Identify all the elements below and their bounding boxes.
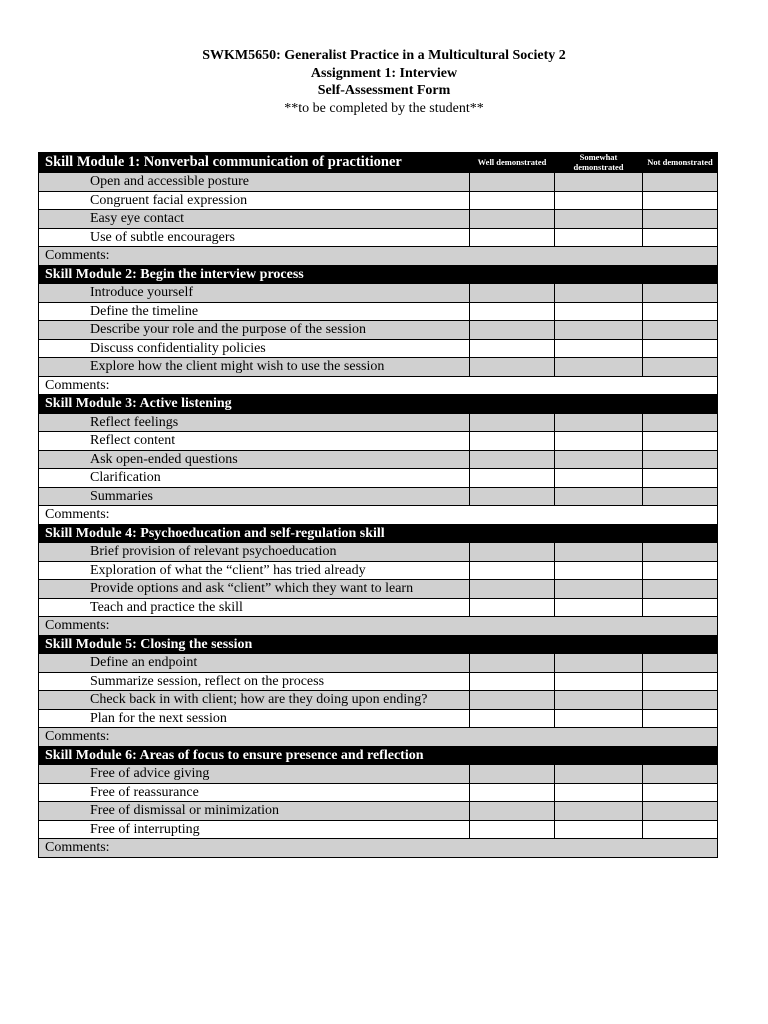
skill-item-row — [39, 321, 718, 340]
skill-item-row — [39, 487, 718, 506]
skill-item-row — [39, 339, 718, 358]
rating-cell-somewhat[interactable] — [555, 321, 643, 340]
skill-item-label: Define an endpoint — [39, 654, 470, 673]
rating-cell-well[interactable] — [470, 284, 555, 303]
skill-item-row — [39, 580, 718, 599]
skill-item-row — [39, 783, 718, 802]
skill-item-label: Clarification — [39, 469, 470, 488]
rating-cell-well[interactable] — [470, 691, 555, 710]
rating-cell-well[interactable] — [470, 654, 555, 673]
rating-cell-well[interactable] — [470, 783, 555, 802]
rating-cell-well[interactable] — [470, 598, 555, 617]
rating-cell-not[interactable] — [643, 543, 718, 562]
self-assessment-table — [38, 152, 718, 858]
rating-cell-not[interactable] — [643, 765, 718, 784]
skill-item-row — [39, 358, 718, 377]
rating-cell-not[interactable] — [643, 450, 718, 469]
skill-item-row — [39, 820, 718, 839]
rating-cell-not[interactable] — [643, 561, 718, 580]
skill-item-row — [39, 413, 718, 432]
rating-cell-not[interactable] — [643, 783, 718, 802]
module-header-blank-cell — [470, 524, 555, 543]
skill-item-label: Brief provision of relevant psychoeducation — [39, 543, 470, 562]
skill-item-row — [39, 432, 718, 451]
comments-field[interactable]: Comments: — [39, 839, 718, 858]
rating-cell-somewhat[interactable] — [555, 543, 643, 562]
module-header-row — [39, 265, 718, 284]
module-header-blank-cell — [555, 635, 643, 654]
module-header-blank-cell — [470, 395, 555, 414]
module-header-blank-cell — [643, 524, 718, 543]
rating-cell-somewhat[interactable] — [555, 339, 643, 358]
rating-cell-not[interactable] — [643, 487, 718, 506]
comments-field[interactable]: Comments: — [39, 728, 718, 747]
rating-cell-well[interactable] — [470, 358, 555, 377]
skill-item-label: Discuss confidentiality policies — [39, 339, 470, 358]
skill-item-label: Define the timeline — [39, 302, 470, 321]
skill-item-label: Congruent facial expression — [39, 191, 470, 210]
rating-cell-somewhat[interactable] — [555, 598, 643, 617]
module-header-blank-cell — [555, 746, 643, 765]
skill-item-row — [39, 672, 718, 691]
skill-item-label: Plan for the next session — [39, 709, 470, 728]
module-header-blank-cell — [643, 635, 718, 654]
rating-cell-not[interactable] — [643, 469, 718, 488]
rating-cell-somewhat[interactable] — [555, 672, 643, 691]
rating-cell-somewhat[interactable] — [555, 469, 643, 488]
skill-item-label: Reflect content — [39, 432, 470, 451]
skill-item-label: Check back in with client; how are they doing upon ending? — [39, 691, 470, 710]
rating-cell-well[interactable] — [470, 228, 555, 247]
rating-cell-somewhat[interactable] — [555, 709, 643, 728]
skill-item-row — [39, 543, 718, 562]
rating-cell-not[interactable] — [643, 672, 718, 691]
module-header-blank-cell — [470, 746, 555, 765]
skill-item-row — [39, 561, 718, 580]
rating-cell-well[interactable] — [470, 413, 555, 432]
rating-cell-somewhat[interactable] — [555, 820, 643, 839]
skill-item-label: Reflect feelings — [39, 413, 470, 432]
rating-cell-not[interactable] — [643, 432, 718, 451]
rating-cell-well[interactable] — [470, 321, 555, 340]
skill-item-label: Summaries — [39, 487, 470, 506]
rating-cell-somewhat[interactable] — [555, 654, 643, 673]
rating-cell-well[interactable] — [470, 580, 555, 599]
skill-item-row — [39, 709, 718, 728]
skill-item-label: Open and accessible posture — [39, 173, 470, 192]
skill-item-label: Teach and practice the skill — [39, 598, 470, 617]
module-header-blank-cell — [470, 635, 555, 654]
rating-cell-somewhat[interactable] — [555, 413, 643, 432]
form-header — [0, 47, 768, 117]
skill-item-row — [39, 802, 718, 821]
module-header-row — [39, 153, 718, 173]
rating-cell-somewhat[interactable] — [555, 783, 643, 802]
module-header-blank-cell — [555, 265, 643, 284]
skill-item-label: Ask open-ended questions — [39, 450, 470, 469]
rating-cell-well[interactable] — [470, 802, 555, 821]
module-header-blank-cell — [643, 265, 718, 284]
rating-cell-somewhat[interactable] — [555, 210, 643, 229]
module-header-row — [39, 635, 718, 654]
module-header-blank-cell — [643, 395, 718, 414]
rating-cell-well[interactable] — [470, 302, 555, 321]
rating-cell-not[interactable] — [643, 413, 718, 432]
rating-cell-well[interactable] — [470, 820, 555, 839]
rating-cell-not[interactable] — [643, 284, 718, 303]
module-title: Skill Module 6: Areas of focus to ensure presence and reflection — [39, 746, 470, 765]
skill-item-row — [39, 691, 718, 710]
skill-item-label: Free of dismissal or minimization — [39, 802, 470, 821]
skill-item-row — [39, 302, 718, 321]
skill-item-row — [39, 469, 718, 488]
module-header-blank-cell — [555, 395, 643, 414]
rating-header-somewhat: Somewhat demonstrated — [555, 153, 643, 173]
comments-field[interactable]: Comments: — [39, 376, 718, 395]
form-instruction: **to be completed by the student** — [284, 100, 484, 116]
rating-cell-well[interactable] — [470, 765, 555, 784]
rating-cell-not[interactable] — [643, 339, 718, 358]
rating-cell-well[interactable] — [470, 210, 555, 229]
module-title: Skill Module 1: Nonverbal communication of practitioner — [39, 153, 470, 173]
skill-item-row — [39, 654, 718, 673]
module-header-blank-cell — [555, 524, 643, 543]
rating-cell-somewhat[interactable] — [555, 691, 643, 710]
rating-cell-somewhat[interactable] — [555, 228, 643, 247]
rating-cell-not[interactable] — [643, 228, 718, 247]
rating-cell-not[interactable] — [643, 191, 718, 210]
rating-cell-somewhat[interactable] — [555, 487, 643, 506]
rating-cell-well[interactable] — [470, 339, 555, 358]
rating-header-well: Well demonstrated — [470, 153, 555, 173]
rating-cell-not[interactable] — [643, 173, 718, 192]
rating-cell-well[interactable] — [470, 191, 555, 210]
rating-header-not: Not demonstrated — [643, 153, 718, 173]
rating-cell-not[interactable] — [643, 709, 718, 728]
rating-cell-well[interactable] — [470, 450, 555, 469]
comments-field[interactable]: Comments: — [39, 617, 718, 636]
rating-cell-not[interactable] — [643, 598, 718, 617]
rating-cell-somewhat[interactable] — [555, 432, 643, 451]
rating-cell-well[interactable] — [470, 709, 555, 728]
comments-row — [39, 506, 718, 525]
skill-item-label: Introduce yourself — [39, 284, 470, 303]
rating-cell-not[interactable] — [643, 210, 718, 229]
skill-item-label: Free of interrupting — [39, 820, 470, 839]
module-title: Skill Module 4: Psychoeducation and self-regulation skill — [39, 524, 470, 543]
skill-item-label: Describe your role and the purpose of the session — [39, 321, 470, 340]
skill-item-row — [39, 765, 718, 784]
rating-cell-well[interactable] — [470, 432, 555, 451]
skill-item-label: Exploration of what the “client” has tried already — [39, 561, 470, 580]
skill-item-row — [39, 173, 718, 192]
module-header-row — [39, 524, 718, 543]
rating-cell-somewhat[interactable] — [555, 358, 643, 377]
skill-item-row — [39, 284, 718, 303]
rating-cell-not[interactable] — [643, 691, 718, 710]
skill-item-label: Explore how the client might wish to use the session — [39, 358, 470, 377]
module-header-row — [39, 395, 718, 414]
rating-cell-somewhat[interactable] — [555, 765, 643, 784]
rating-cell-well[interactable] — [470, 173, 555, 192]
comments-row — [39, 728, 718, 747]
rating-cell-somewhat[interactable] — [555, 580, 643, 599]
rating-cell-well[interactable] — [470, 487, 555, 506]
skill-item-row — [39, 450, 718, 469]
rating-cell-somewhat[interactable] — [555, 302, 643, 321]
skill-item-label: Easy eye contact — [39, 210, 470, 229]
rating-cell-somewhat[interactable] — [555, 284, 643, 303]
skill-item-row — [39, 228, 718, 247]
rating-cell-not[interactable] — [643, 321, 718, 340]
comments-row — [39, 247, 718, 266]
rating-cell-somewhat[interactable] — [555, 802, 643, 821]
skill-item-row — [39, 210, 718, 229]
skill-item-label: Provide options and ask “client” which they want to learn — [39, 580, 470, 599]
assignment-title: Assignment 1: Interview — [310, 65, 458, 81]
rating-cell-well[interactable] — [470, 469, 555, 488]
rating-cell-well[interactable] — [470, 561, 555, 580]
skill-item-row — [39, 598, 718, 617]
comments-row — [39, 839, 718, 858]
module-header-blank-cell — [470, 265, 555, 284]
skill-item-label: Free of reassurance — [39, 783, 470, 802]
module-title: Skill Module 3: Active listening — [39, 395, 470, 414]
rating-cell-not[interactable] — [643, 580, 718, 599]
skill-item-label: Summarize session, reflect on the process — [39, 672, 470, 691]
rating-cell-not[interactable] — [643, 358, 718, 377]
skill-item-label: Use of subtle encouragers — [39, 228, 470, 247]
skill-item-label: Free of advice giving — [39, 765, 470, 784]
course-title: SWKM5650: Generalist Practice in a Multicultural Society 2 — [202, 48, 566, 63]
module-header-row — [39, 746, 718, 765]
rating-cell-somewhat[interactable] — [555, 173, 643, 192]
rating-cell-well[interactable] — [470, 672, 555, 691]
module-title: Skill Module 5: Closing the session — [39, 635, 470, 654]
module-title: Skill Module 2: Begin the interview process — [39, 265, 470, 284]
comments-row — [39, 376, 718, 395]
rating-cell-not[interactable] — [643, 654, 718, 673]
module-header-blank-cell — [643, 746, 718, 765]
skill-item-row — [39, 191, 718, 210]
rating-cell-somewhat[interactable] — [555, 561, 643, 580]
rating-cell-not[interactable] — [643, 802, 718, 821]
form-title: Self-Assessment Form — [317, 83, 451, 98]
rating-cell-not[interactable] — [643, 820, 718, 839]
comments-field[interactable]: Comments: — [39, 247, 718, 266]
rating-cell-well[interactable] — [470, 543, 555, 562]
rating-cell-somewhat[interactable] — [555, 191, 643, 210]
rating-cell-not[interactable] — [643, 302, 718, 321]
rating-cell-somewhat[interactable] — [555, 450, 643, 469]
comments-row — [39, 617, 718, 636]
comments-field[interactable]: Comments: — [39, 506, 718, 525]
